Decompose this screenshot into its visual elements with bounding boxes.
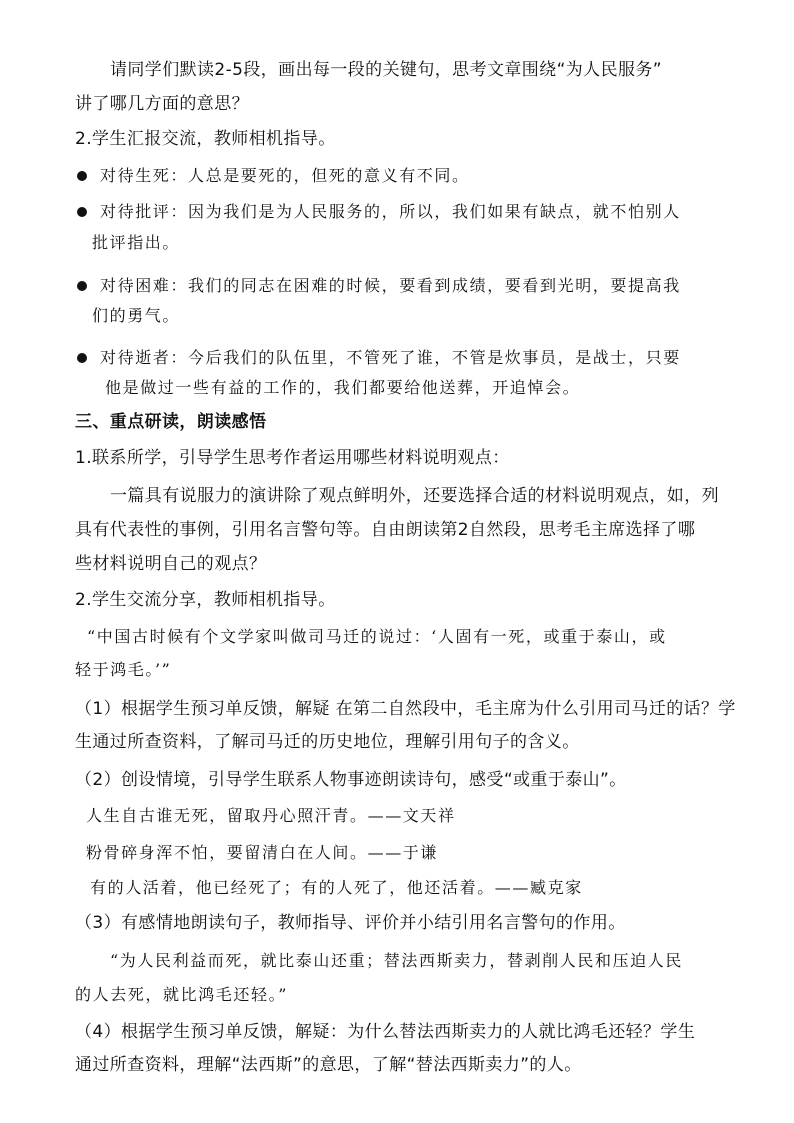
bullet-point-text: 他是做过一些有益的工作的，我们都要给他送葬，开追悼会。 — [105, 378, 581, 397]
sub-item-text: （3）有感情地朗读句子，教师指导、评价并小结引用名言警句的作用。 — [75, 913, 626, 933]
paragraph-line: 具有代表性的事例，引用名言警句等。自由朗读第2自然段，思考毛主席选择了哪 — [75, 520, 696, 540]
bullet-point-text: 对待批评：因为我们是为人民服务的，所以，我们如果有缺点，就不怕别人 — [100, 202, 681, 221]
item-text: 1.联系所学，引导学生思考作者运用哪些材料说明观点： — [75, 448, 510, 468]
sub-item-text: （2）创设情境，引导学生联系人物事迹朗读诗句，感受“或重于泰山”。 — [75, 770, 627, 790]
sub-item-text: 通过所查资料，理解“法西斯”的意思，了解“替法西斯卖力”的人。 — [75, 1055, 582, 1075]
poem-line: 有的人活着，他已经死了；有的人死了，他还活着。——臧克家 — [90, 878, 583, 897]
bullet-point-text: 对待困难：我们的同志在困难的时候，要看到成绩，要看到光明，要提高我 — [100, 276, 681, 295]
paragraph-line: 一篇具有说服力的演讲除了观点鲜明外，还要选择合适的材料说明观点，如，列 — [110, 486, 719, 506]
bullet-dot-icon — [77, 353, 87, 363]
sub-item-text: 生通过所查资料，了解司马迁的历史地位，理解引用句子的含义。 — [75, 732, 580, 752]
intro-line: 讲了哪几方面的意思？ — [75, 94, 249, 114]
bullet-dot-icon — [77, 207, 87, 217]
quote-line: “为人民利益而死，就比泰山还重；替法西斯卖力，替剥削人民和压迫人民 — [110, 951, 683, 970]
bullet-point-text: 对待逝者：今后我们的队伍里，不管死了谁，不管是炊事员，是战士，只要 — [100, 348, 681, 367]
sub-item-text: （1）根据学生预习单反馈，解疑 在第二自然段中，毛主席为什么引用司马迁的话？学 — [75, 699, 736, 719]
bullet-dot-icon — [77, 171, 87, 181]
intro-line: 请同学们默读2-5段，画出每一段的关键句，思考文章围绕“为人民服务” — [110, 60, 662, 80]
step-label: 2.学生汇报交流，教师相机指导。 — [75, 129, 336, 149]
quote-line: “中国古时候有个文学家叫做司马迁的说过：‘人固有一死，或重于泰山，或 — [87, 627, 667, 646]
bullet-point-text: 对待生死：人总是要死的，但死的意义有不同。 — [100, 166, 470, 185]
bullet-point-text: 批评指出。 — [92, 233, 181, 252]
poem-line: 人生自古谁无死，留取丹心照汗青。——文天祥 — [86, 806, 456, 825]
quote-line: 轻于鸿毛。’” — [75, 660, 172, 679]
sub-item-text: （4）根据学生预习单反馈，解疑：为什么替法西斯卖力的人就比鸿毛还轻？学生 — [75, 1022, 696, 1042]
section-heading: 三、重点研读，朗读感悟 — [75, 412, 267, 432]
quote-line: 的人去死，就比鸿毛还轻。” — [75, 985, 288, 1004]
item-text: 2.学生交流分享，教师相机指导。 — [75, 590, 336, 610]
bullet-point-text: 们的勇气。 — [92, 306, 181, 325]
bullet-dot-icon — [77, 281, 87, 291]
paragraph-line: 些材料说明自己的观点？ — [75, 554, 267, 574]
poem-line: 粉骨碎身浑不怕，要留清白在人间。——于谦 — [86, 843, 439, 862]
